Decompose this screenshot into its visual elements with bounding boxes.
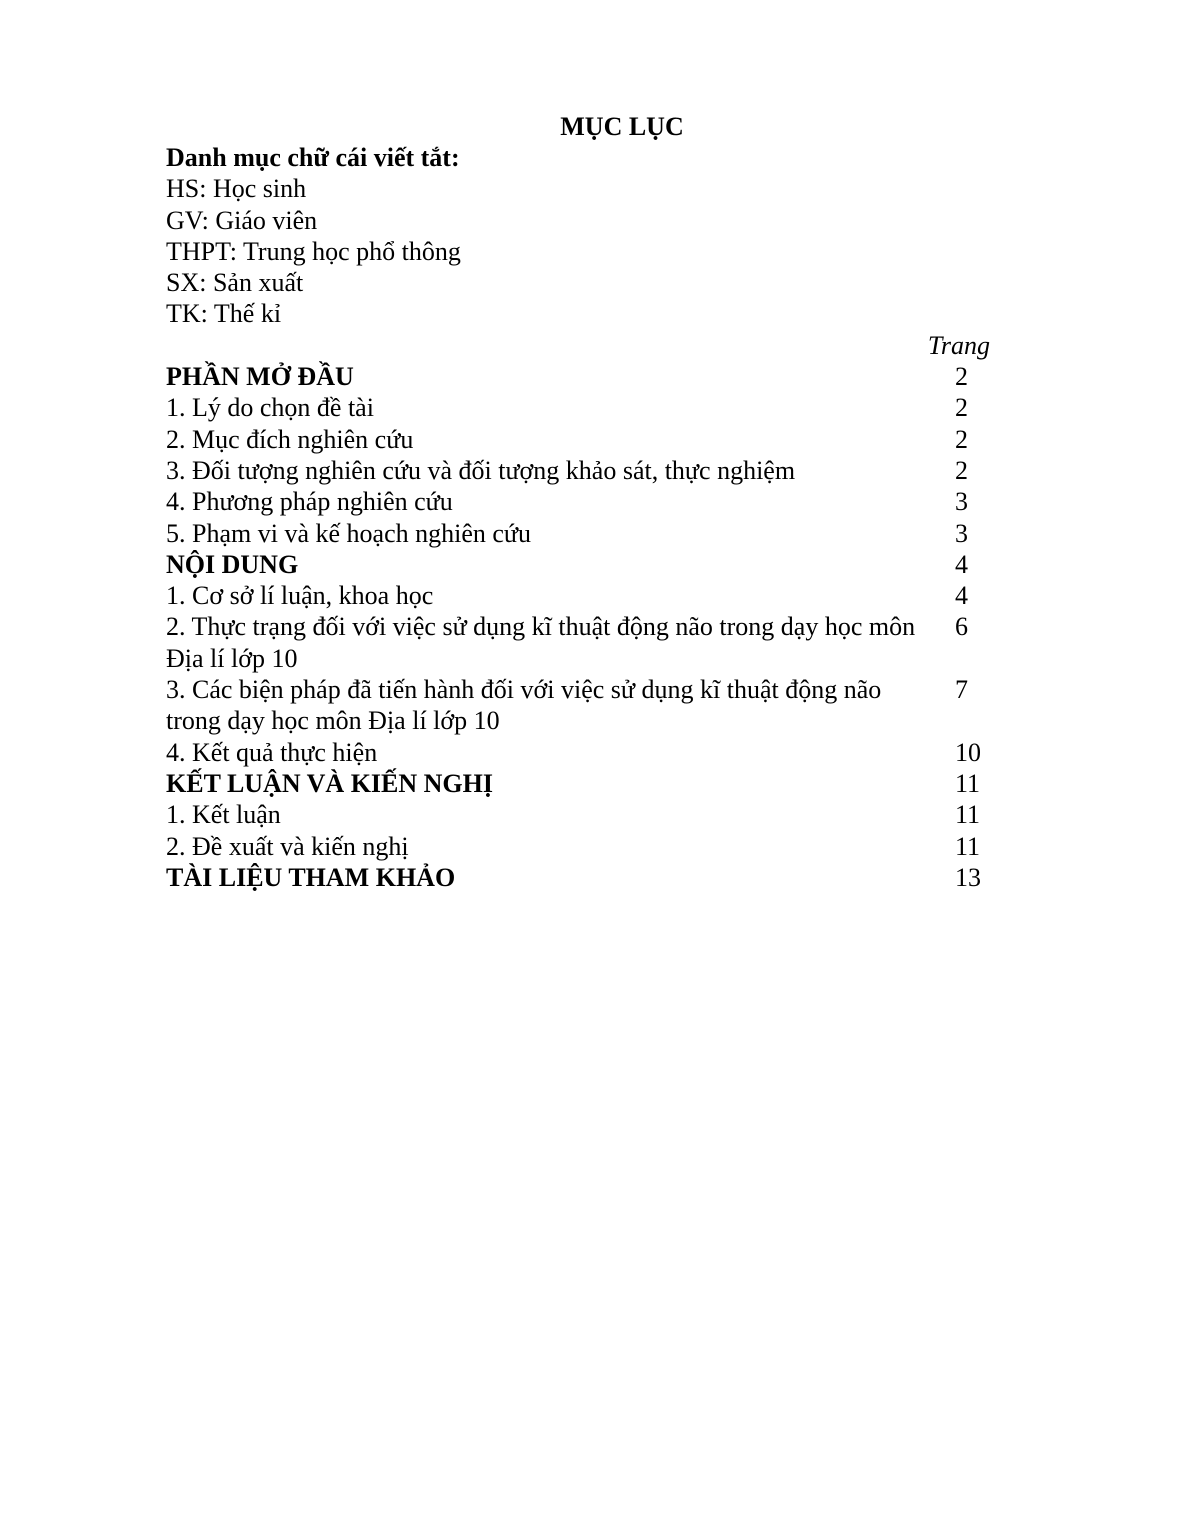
toc-entry-page: 11	[955, 800, 981, 830]
toc-entry-page: 10	[955, 737, 981, 767]
toc-entry-page: 13	[955, 862, 981, 892]
toc-entry-page: 3	[955, 518, 968, 548]
toc-entry	[166, 674, 992, 737]
toc-entry-title: 1. Lý do chọn đề tài	[166, 393, 374, 423]
toc-entry-title: 5. Phạm vi và kế hoạch nghiên cứu	[166, 518, 532, 548]
toc-entry-title: 2. Đề xuất và kiến nghị	[166, 831, 409, 861]
toc-entry-page: 7	[955, 675, 968, 705]
toc-entry-page: 11	[955, 768, 981, 798]
content-area	[166, 142, 992, 893]
toc-entry-title: 1. Cơ sở lí luận, khoa học	[166, 581, 434, 611]
toc-entry-page: 2	[955, 393, 968, 423]
toc-entry	[166, 455, 992, 486]
toc-entry-page: 11	[955, 831, 981, 861]
toc-entry-page: 2	[955, 424, 968, 454]
toc-entry-title: 2. Thực trạng đối với việc sử dụng kĩ thuật động não trong dạy học môn Địa lí lớp 10	[166, 612, 916, 673]
toc-entry-page: 2	[955, 455, 968, 485]
toc-entry-title: 2. Mục đích nghiên cứu	[166, 424, 414, 454]
toc-entry-title: PHẦN MỞ ĐẦU	[166, 362, 354, 392]
toc-entry	[166, 799, 992, 830]
toc-entry-page: 4	[955, 581, 968, 611]
toc-entry-page: 2	[955, 362, 968, 392]
toc-entry-title: 3. Các biện pháp đã tiến hành đối với việc sử dụng kĩ thuật động não trong dạy học môn Địa lí lớp 10	[166, 675, 882, 736]
toc-entry	[166, 392, 992, 423]
toc-entry	[166, 518, 992, 549]
toc-entry	[166, 580, 992, 611]
toc-entry-title: 4. Kết quả thực hiện	[166, 737, 378, 767]
abbreviation-item: HS: Học sinh	[166, 174, 307, 204]
toc-entry-title: 1. Kết luận	[166, 800, 281, 830]
toc-entry	[166, 768, 992, 799]
toc-entry-page: 3	[955, 487, 968, 517]
toc-entry-title: 4. Phương pháp nghiên cứu	[166, 487, 453, 517]
toc-entry	[166, 361, 992, 392]
toc-entry-title: TÀI LIỆU THAM KHẢO	[166, 862, 456, 892]
toc-entry-page: 6	[955, 612, 968, 642]
abbreviation-item: SX: Sản xuất	[166, 268, 304, 298]
page-title: MỤC LỤC	[560, 112, 684, 141]
abbreviation-item: GV: Giáo viên	[166, 205, 318, 235]
toc-entry	[166, 862, 992, 893]
abbreviation-item: THPT: Trung học phổ thông	[166, 236, 461, 266]
toc-entry	[166, 424, 992, 455]
toc-entry	[166, 737, 992, 768]
abbreviations-heading: Danh mục chữ cái viết tắt:	[166, 143, 460, 172]
toc-entry	[166, 549, 992, 580]
toc-entry	[166, 486, 992, 517]
toc-entry-title: 3. Đối tượng nghiên cứu và đối tượng khảo sát, thực nghiệm	[166, 455, 796, 485]
toc-entry-page: 4	[955, 549, 968, 579]
toc-entry-title: KẾT LUẬN VÀ KIẾN NGHỊ	[166, 768, 493, 798]
toc-entry-title: NỘI DUNG	[166, 549, 299, 579]
toc-entry	[166, 611, 992, 674]
toc-entry	[166, 831, 992, 862]
page-column-label: Trang	[927, 330, 990, 360]
abbreviation-item: TK: Thế kỉ	[166, 299, 282, 329]
table-of-contents	[166, 361, 992, 893]
